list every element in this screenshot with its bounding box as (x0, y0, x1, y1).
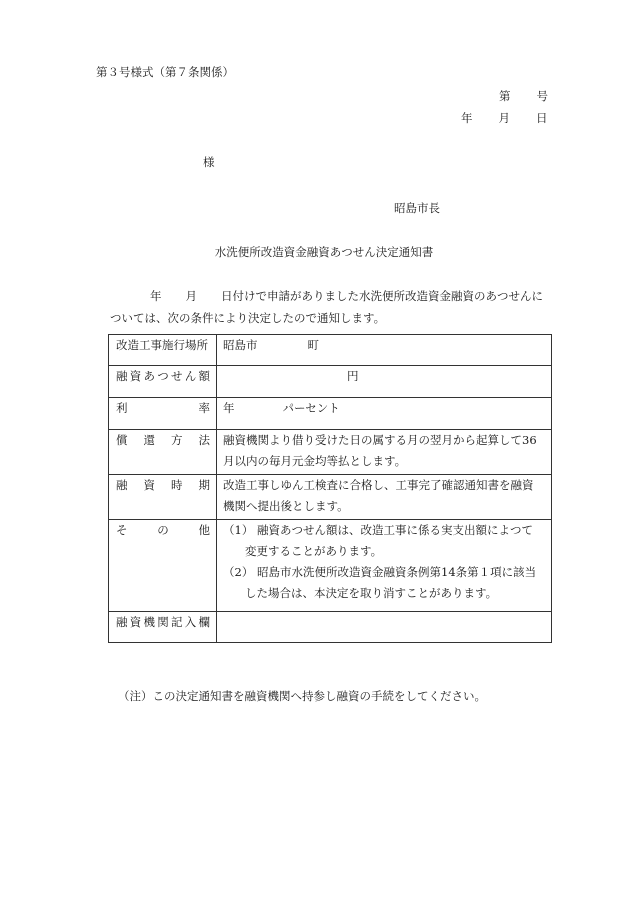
value-other (217, 520, 552, 612)
label-char: 機 (143, 615, 155, 629)
label-other (109, 520, 217, 612)
value-timing (217, 475, 552, 520)
sender-name: 昭島市長 (394, 201, 440, 215)
value-rate-percent: パーセント (282, 401, 340, 415)
note-number: （1） (223, 523, 254, 537)
label-char: そ (116, 523, 128, 537)
value-timing-line-2: 機関へ提出後とします。 (223, 499, 349, 513)
note-item (223, 562, 545, 583)
label-char: 利 (116, 401, 128, 415)
body-line-1 (150, 288, 543, 304)
label-char: 資 (129, 369, 142, 383)
label-amount (109, 366, 217, 398)
label-char: 資 (143, 478, 155, 492)
note-text: 昭島市水洗便所改造資金融資条例第14条第１項に該当 (257, 565, 537, 579)
value-repayment-line-2: 月以内の毎月元金均等払とします。 (223, 454, 407, 468)
label-char: 償 (116, 433, 128, 447)
label-char: 還 (143, 433, 155, 447)
label-char: 方 (171, 433, 183, 447)
value-amount (217, 366, 552, 398)
label-char: 額 (198, 369, 210, 383)
label-char: 関 (157, 615, 169, 629)
label-char: 欄 (198, 615, 210, 629)
body-month: 月 (185, 289, 197, 303)
number-prefix: 第 (499, 89, 511, 103)
value-lender-entry[interactable] (217, 612, 552, 643)
body-year: 年 (150, 289, 162, 303)
table-row-location (109, 335, 552, 366)
label-char: 期 (198, 478, 210, 492)
note-item (223, 520, 545, 541)
document-date (461, 110, 548, 126)
label-timing (109, 475, 217, 520)
label-char: 他 (198, 523, 210, 537)
value-location (217, 335, 552, 366)
label-char: 率 (198, 401, 210, 415)
table-row-amount (109, 366, 552, 398)
body-line-2: ついては、次の条件により決定したので通知します。 (110, 311, 386, 325)
table-row-timing (109, 475, 552, 520)
value-location-town: 町 (307, 338, 319, 352)
label-char: 記 (171, 615, 183, 629)
table-row-lender-entry (109, 612, 552, 643)
value-repayment-line-1: 融資機関より借り受けた日の属する月の翌月から起算して36 (223, 433, 537, 447)
label-rate (109, 398, 217, 430)
table-row-other (109, 520, 552, 612)
label-char: 入 (184, 615, 197, 629)
label-char: 法 (198, 433, 210, 447)
footnote: （注）この決定通知書を融資機関へ持参し融資の手続をしてください。 (118, 689, 486, 703)
loan-terms-table (108, 334, 552, 643)
document-title: 水洗便所改造資金融資あつせん決定通知書 (214, 245, 434, 259)
date-month: 月 (498, 111, 510, 125)
table-row-repayment (109, 430, 552, 475)
date-year: 年 (461, 111, 473, 125)
value-repayment (217, 430, 552, 475)
label-char: ん (184, 369, 197, 383)
number-suffix: 号 (536, 89, 548, 103)
label-lender-entry (109, 612, 217, 643)
label-char: の (157, 523, 169, 537)
note-continuation: 変更することがあります。 (245, 544, 383, 558)
table-row-rate (109, 398, 552, 430)
label-char: 融 (116, 615, 128, 629)
label-repayment (109, 430, 217, 475)
form-label: 第３号様式（第７条関係） (96, 65, 234, 79)
value-location-city: 昭島市 (223, 338, 258, 352)
value-rate-year: 年 (223, 401, 235, 415)
note-continuation: した場合は、本決定を取り消すことがあります。 (245, 586, 498, 600)
value-rate (217, 398, 552, 430)
label-char: あ (143, 369, 155, 383)
label-char: 融 (116, 369, 128, 383)
label-char: せ (171, 369, 183, 383)
label-char: 時 (171, 478, 183, 492)
note-text: 融資あつせん額は、改造工事に係る実支出額によつて (257, 523, 533, 537)
body-line1-rest: 日付けで申請がありました水洗便所改造資金融資のあつせんに (221, 289, 543, 303)
document-number (499, 88, 548, 104)
recipient-honorific: 様 (203, 155, 215, 169)
label-location: 改造工事施行場所 (109, 335, 217, 366)
label-char: 資 (129, 615, 142, 629)
label-char: つ (157, 369, 169, 383)
note-number: （2） (223, 565, 254, 579)
value-timing-line-1: 改造工事しゆん工検査に合格し、工事完了確認通知書を融資 (223, 478, 534, 492)
value-amount-unit: 円 (347, 369, 359, 383)
date-day: 日 (536, 111, 548, 125)
label-char: 融 (116, 478, 128, 492)
